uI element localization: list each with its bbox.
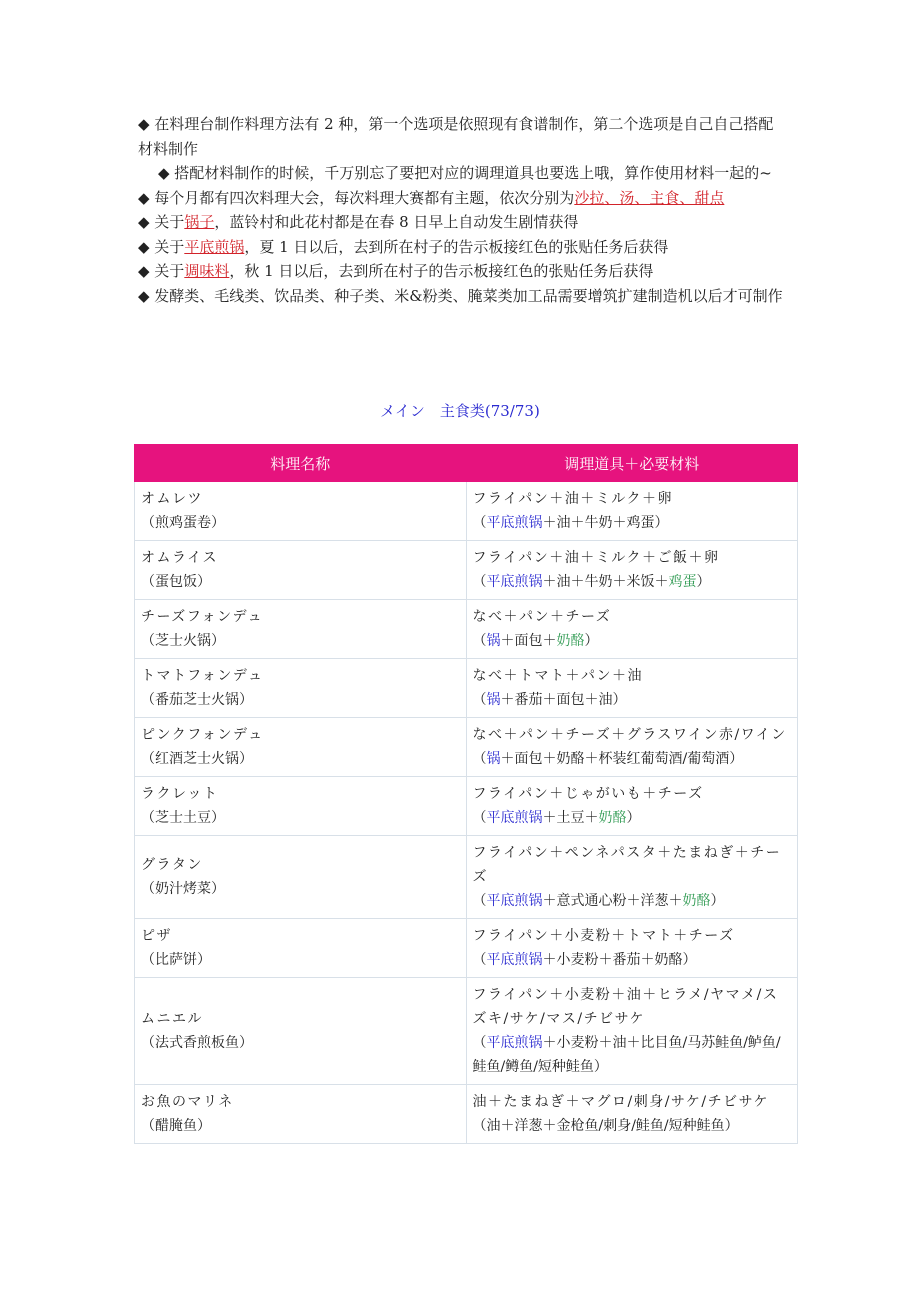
dish-name-cell xyxy=(135,978,467,1085)
tools-cell xyxy=(466,718,798,777)
tools-cn: （平底煎锅＋小麦粉＋油＋比目鱼/马苏鲑鱼/鲈鱼/鲑鱼/鳟鱼/短种鲑鱼） xyxy=(472,1035,781,1075)
dish-name-cell xyxy=(135,777,467,836)
note-2: ◆ 搭配材料制作的时候，千万别忘了要把对应的调理道具也要选上哦，算作使用材料一起的~ xyxy=(158,164,772,182)
tool-name: 平底煎锅 xyxy=(486,574,543,590)
dish-name-cell xyxy=(135,659,467,718)
note-5: ◆ 关于平底煎锅，夏 1 日以后，去到所在村子的告示板接红色的张贴任务后获得 xyxy=(138,237,669,256)
dish-name-cell xyxy=(135,718,467,777)
notes-section xyxy=(138,112,788,308)
dish-name-jp: トマトフォンデュ xyxy=(141,668,264,684)
tools-jp: フライパン＋ペンネパスタ＋たまねぎ＋チーズ xyxy=(472,845,782,885)
header-dish-name: 料理名称 xyxy=(135,445,467,482)
dish-name-cell xyxy=(135,541,467,600)
dish-name-cn: （番茄芝士火锅） xyxy=(141,692,253,708)
ingredient-highlight: 鸡蛋 xyxy=(668,574,697,590)
dish-name-cn: （芝士火锅） xyxy=(141,633,225,649)
tools-cn: （锅＋面包＋奶酪） xyxy=(472,633,599,649)
header-tools-ingredients: 调理道具＋必要材料 xyxy=(466,445,798,482)
tools-cell xyxy=(466,1085,798,1144)
dish-name-cell xyxy=(135,600,467,659)
dish-name-cn: （芝士土豆） xyxy=(141,810,225,826)
tools-cn: （平底煎锅＋油＋牛奶＋鸡蛋） xyxy=(472,515,669,531)
tools-cell xyxy=(466,541,798,600)
dish-name-cn: （醋腌鱼） xyxy=(141,1118,211,1134)
pot-link[interactable]: 锅子 xyxy=(184,213,215,231)
table-row xyxy=(135,1085,798,1144)
table-row xyxy=(135,718,798,777)
tool-name: 平底煎锅 xyxy=(486,1035,543,1051)
tool-name: 锅 xyxy=(486,633,501,649)
tools-jp: フライパン＋油＋ミルク＋ご飯＋卵 xyxy=(472,550,720,566)
dish-name-jp: グラタン xyxy=(141,857,203,873)
dish-name-jp: ピザ xyxy=(141,928,172,944)
tool-name: 平底煎锅 xyxy=(486,952,543,968)
dish-name-cn: （奶汁烤菜） xyxy=(141,881,225,897)
dish-name-cn: （法式香煎板鱼） xyxy=(141,1035,253,1051)
ingredient-highlight: 奶酪 xyxy=(556,633,585,649)
ingredient-highlight: 奶酪 xyxy=(682,893,711,909)
tools-cell xyxy=(466,482,798,541)
tools-jp: フライパン＋小麦粉＋油＋ヒラメ/ヤマメ/スズキ/サケ/マス/チビサケ xyxy=(472,987,779,1027)
tools-cn: （锅＋番茄＋面包＋油） xyxy=(472,692,627,708)
table-row xyxy=(135,482,798,541)
tool-name: 锅 xyxy=(486,692,501,708)
tools-cell xyxy=(466,600,798,659)
dish-name-jp: ピンクフォンデュ xyxy=(141,727,264,743)
dish-name-cn: （煎鸡蛋卷） xyxy=(141,515,225,531)
dish-name-cn: （红酒芝士火锅） xyxy=(141,751,253,767)
tools-jp: 油＋たまねぎ＋マグロ/刺身/サケ/チビサケ xyxy=(472,1094,770,1110)
table-row xyxy=(135,836,798,919)
note-1: ◆ 在料理台制作料理方法有 2 种，第一个选项是依照现有食谱制作，第二个选项是自己自己搭配材料制作 xyxy=(138,115,774,158)
dish-name-cell xyxy=(135,836,467,919)
tools-cell xyxy=(466,777,798,836)
tool-name: 平底煎锅 xyxy=(486,810,543,826)
section-title: メイン 主食类(73/73) xyxy=(380,402,540,420)
ingredient-highlight: 奶酪 xyxy=(598,810,627,826)
tools-cell xyxy=(466,978,798,1085)
table-row xyxy=(135,777,798,836)
tool-name: 平底煎锅 xyxy=(486,893,543,909)
tools-cell xyxy=(466,836,798,919)
dish-name-jp: お魚のマリネ xyxy=(141,1094,234,1110)
tools-cell xyxy=(466,919,798,978)
tools-jp: フライパン＋小麦粉＋トマト＋チーズ xyxy=(472,928,735,944)
frying-pan-link[interactable]: 平底煎锅 xyxy=(184,237,245,256)
tools-jp: なべ＋トマト＋パン＋油 xyxy=(472,668,643,684)
dish-name-cn: （蛋包饭） xyxy=(141,574,211,590)
tools-cn: （油＋洋葱＋金枪鱼/刺身/鲑鱼/短种鲑鱼） xyxy=(472,1118,739,1134)
tools-cell xyxy=(466,659,798,718)
note-6: ◆ 关于调味料，秋 1 日以后，去到所在村子的告示板接红色的张贴任务后获得 xyxy=(138,262,654,280)
table-row xyxy=(135,659,798,718)
tool-name: 锅 xyxy=(486,751,501,767)
table-row xyxy=(135,541,798,600)
dish-name-cell xyxy=(135,919,467,978)
table-header-row xyxy=(135,445,798,482)
note-3: ◆ 每个月都有四次料理大会，每次料理大赛都有主题，依次分别为沙拉、汤、主食、甜点 xyxy=(138,188,725,207)
tools-jp: フライパン＋油＋ミルク＋卵 xyxy=(472,491,674,507)
table-row xyxy=(135,978,798,1085)
dish-name-jp: チーズフォンデュ xyxy=(141,609,264,625)
tools-jp: なべ＋パン＋チーズ＋グラスワイン赤/ワイン xyxy=(472,727,787,743)
dish-name-jp: オムレツ xyxy=(141,491,203,507)
contest-themes-link[interactable]: 沙拉、汤、主食、甜点 xyxy=(574,188,725,207)
tools-cn: （平底煎锅＋土豆＋奶酪） xyxy=(472,810,641,826)
tools-jp: なべ＋パン＋チーズ xyxy=(472,609,612,625)
seasoning-link[interactable]: 调味料 xyxy=(184,262,230,280)
table-row xyxy=(135,919,798,978)
tools-cn: （平底煎锅＋小麦粉＋番茄＋奶酪） xyxy=(472,952,697,968)
note-4: ◆ 关于锅子，蓝铃村和此花村都是在春 8 日早上自动发生剧情获得 xyxy=(138,213,579,231)
tools-jp: フライパン＋じゃがいも＋チーズ xyxy=(472,786,704,802)
note-7: ◆ 发酵类、毛线类、饮品类、种子类、米&粉类、腌菜类加工品需要增筑扩建制造机以后才可制作 xyxy=(138,286,783,305)
dish-name-jp: オムライス xyxy=(141,550,218,566)
tool-name: 平底煎锅 xyxy=(486,515,543,531)
dish-name-cell xyxy=(135,482,467,541)
dish-name-cell xyxy=(135,1085,467,1144)
tools-cn: （平底煎锅＋油＋牛奶＋米饭＋鸡蛋） xyxy=(472,574,711,590)
table-row xyxy=(135,600,798,659)
dish-name-jp: ラクレット xyxy=(141,786,219,802)
recipe-table xyxy=(134,444,798,1144)
tools-cn: （锅＋面包＋奶酪＋杯装红葡萄酒/葡萄酒） xyxy=(472,751,744,767)
dish-name-cn: （比萨饼） xyxy=(141,952,211,968)
dish-name-jp: ムニエル xyxy=(141,1011,203,1027)
tools-cn: （平底煎锅＋意式通心粉＋洋葱＋奶酪） xyxy=(472,893,725,909)
